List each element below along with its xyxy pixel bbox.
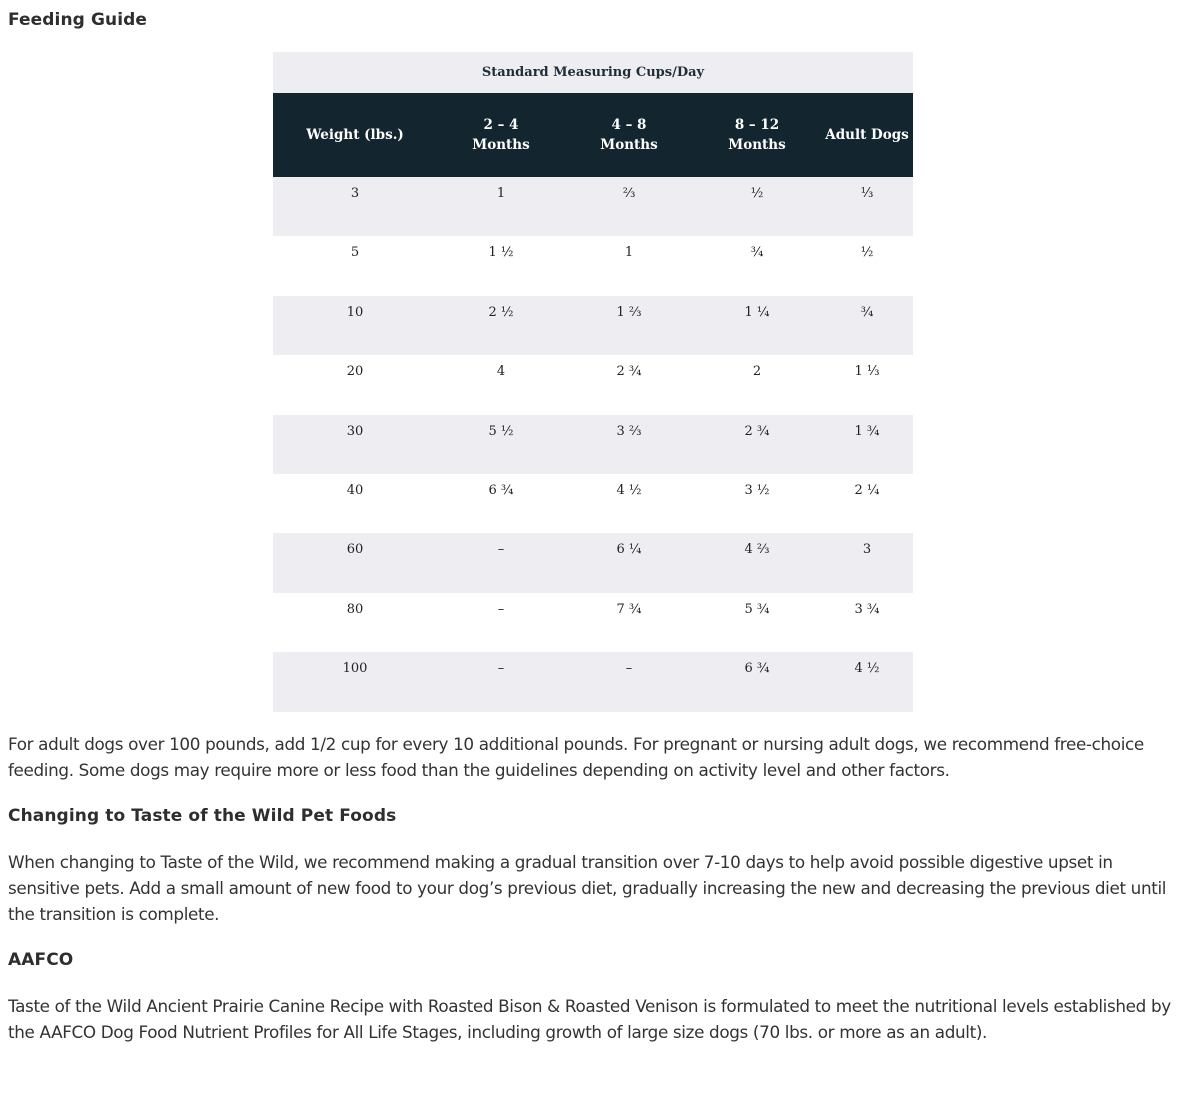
weight-cell: 10 (346, 304, 364, 320)
cups-8-12-cell: 3 ½ (744, 482, 770, 498)
cups-2-4-cell: 6 ¾ (488, 482, 514, 498)
cups-adult-cell: 1 ⅓ (854, 364, 880, 380)
cups-4-8-cell: 6 ¼ (616, 542, 642, 558)
cups-2-4-cell: – (497, 661, 505, 677)
weight-cell: 100 (342, 661, 368, 677)
table-row (273, 533, 913, 592)
header-weight (273, 93, 437, 177)
cups-adult-cell: 3 ¾ (854, 601, 880, 617)
table-header-row (273, 93, 913, 177)
cups-2-4-cell: – (497, 601, 505, 617)
table-row (273, 177, 913, 236)
cups-adult-cell: 3 (862, 542, 872, 558)
cups-2-4-cell: 5 ½ (488, 423, 514, 439)
weight-cell: 3 (350, 186, 360, 201)
feeding-table (273, 52, 913, 710)
cups-8-12-cell: 1 ¼ (744, 304, 770, 320)
cups-4-8-cell: 7 ¾ (616, 601, 642, 617)
weight-cell: 40 (346, 482, 364, 498)
table-row (273, 355, 913, 414)
cups-adult-cell: 4 ½ (854, 661, 880, 677)
cups-8-12-cell: 6 ¾ (744, 661, 770, 677)
table-row (273, 652, 913, 711)
header-2-4-months (437, 93, 565, 177)
cups-4-8-cell: 4 ½ (616, 482, 642, 498)
header-8-12-range: 8 – 12 (734, 117, 780, 133)
header-adult-label: Adult Dogs (825, 127, 909, 143)
cups-adult-cell: 2 ¼ (854, 482, 880, 498)
cups-8-12-cell: 5 ¾ (744, 601, 770, 617)
cups-adult-cell: ½ (860, 245, 874, 261)
cups-4-8-cell: 1 (624, 245, 634, 261)
cups-4-8-cell: – (625, 661, 633, 677)
changing-heading: Changing to Taste of the Wild Pet Foods (8, 806, 397, 826)
header-2-4-range: 2 – 4 (483, 117, 519, 133)
weight-cell: 5 (350, 245, 360, 261)
table-row (273, 296, 913, 355)
cups-2-4-cell: – (497, 542, 505, 558)
header-8-12-months (693, 93, 821, 177)
weight-cell: 30 (346, 423, 364, 439)
table-row (273, 474, 913, 533)
weight-cell: 20 (346, 364, 364, 380)
table-row (273, 236, 913, 295)
cups-adult-cell: ⅓ (860, 186, 874, 201)
cups-2-4-cell: 2 ½ (488, 304, 514, 320)
header-weight-label: Weight (lbs.) (306, 127, 404, 143)
cups-4-8-cell: 3 ⅔ (616, 423, 642, 439)
changing-text: When changing to Taste of the Wild, we recommend making a gradual transition over 7-10 days to help avoid possible digestive upset in sensitive pets. Add a small amount of new food to your dog’s previous diet, gradually increasing the new and decreasing the previous diet until the transition is complete. (8, 852, 1167, 924)
feeding-guide-heading: Feeding Guide (8, 10, 148, 30)
header-8-12-unit: Months (728, 137, 786, 153)
cups-8-12-cell: 2 ¾ (744, 423, 770, 439)
header-adult-dogs (821, 93, 913, 177)
cups-8-12-cell: 2 (752, 364, 762, 380)
cups-4-8-cell: ⅔ (622, 186, 636, 201)
cups-adult-cell: ¾ (860, 304, 874, 320)
header-4-8-months (565, 93, 693, 177)
cups-4-8-cell: 1 ⅔ (616, 304, 642, 320)
weight-cell: 80 (346, 601, 364, 617)
table-caption: Standard Measuring Cups/Day (273, 52, 913, 93)
aafco-heading: AAFCO (8, 950, 74, 970)
aafco-text: Taste of the Wild Ancient Prairie Canine Recipe with Roasted Bison & Roasted Venison is formulated to meet the nutritional levels established by the AAFCO Dog Food Nutrient Profiles for All Life Stages, including growth of large size dogs (70 lbs. or more as an adult). (8, 996, 1171, 1042)
cups-8-12-cell: ½ (750, 186, 764, 201)
cups-8-12-cell: 4 ⅔ (744, 542, 770, 558)
cups-8-12-cell: ¾ (750, 245, 764, 261)
table-row (273, 415, 913, 474)
cups-2-4-cell: 1 (496, 186, 506, 201)
header-2-4-unit: Months (472, 137, 530, 153)
cups-2-4-cell: 4 (496, 364, 506, 380)
weight-cell: 60 (346, 542, 364, 558)
header-4-8-unit: Months (600, 137, 658, 153)
cups-4-8-cell: 2 ¾ (616, 364, 642, 380)
cups-adult-cell: 1 ¾ (854, 423, 880, 439)
cups-2-4-cell: 1 ½ (488, 245, 514, 261)
feeding-note: For adult dogs over 100 pounds, add 1/2 cup for every 10 additional pounds. For pregnant or nursing adult dogs, we recommend free-choice feeding. Some dogs may require more or less food than the guidelines depending on activity level and other factors. (8, 734, 1144, 780)
table-row (273, 593, 913, 652)
header-4-8-range: 4 – 8 (611, 117, 647, 133)
